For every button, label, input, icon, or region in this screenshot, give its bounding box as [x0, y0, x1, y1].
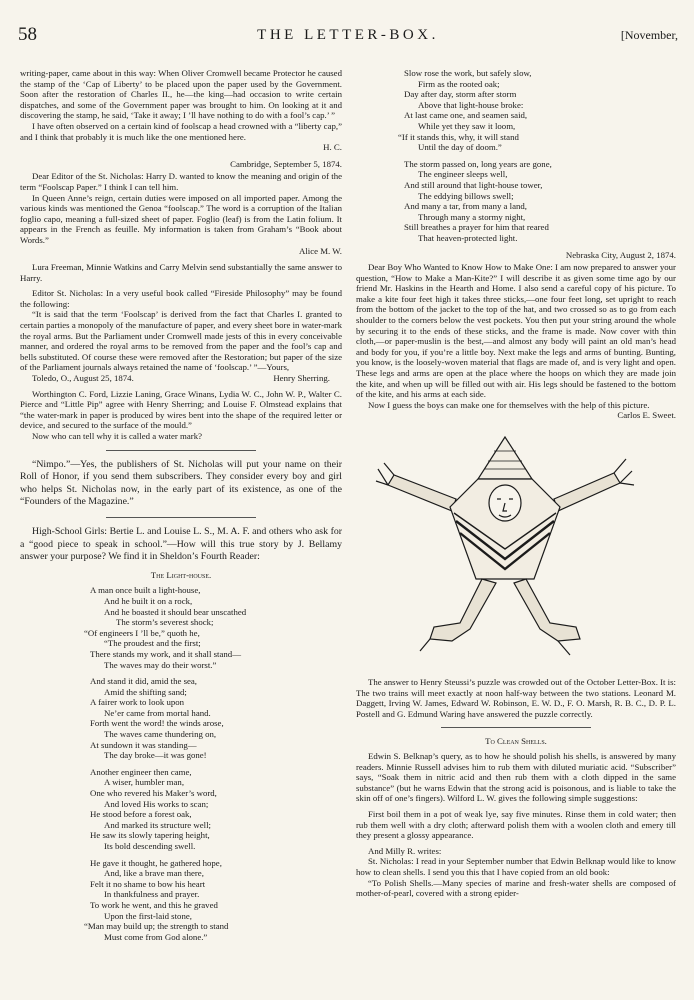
running-title: THE LETTER-BOX.	[257, 27, 439, 43]
paragraph: Dear Editor of the St. Nicholas: Harry D. wanted to know the meaning and origin of the term “Foolscap Paper.” I think I can tell him.	[20, 171, 342, 192]
poem-line: Slow rose the work, but safely slow,	[404, 68, 532, 78]
signature: Henry Sherring.	[273, 373, 330, 384]
poem-line: Through many a stormy night,	[418, 211, 526, 222]
paragraph: “To Polish Shells.—Many species of marine and fresh-water shells are composed of mother-of-pearl, covered with a strong epider-	[356, 877, 676, 899]
paragraph: First boil them in a pot of weak lye, say five minutes. Rinse them in cold water; then rub them well with a dry cloth; afterward polish them with a woolen cloth and emery till they present a glossy appearance.	[356, 808, 676, 841]
signature: Alice M. W.	[298, 245, 342, 256]
dateline: Toledo, O., August 25, 1874.	[32, 373, 134, 384]
dateline: Nebraska City, August 2, 1874.	[565, 249, 676, 260]
paragraph: “Nimpo.”—Yes, the publishers of St. Nicholas will put your name on their Roll of Honor, if you send them subscribers. They consider every boy and girl who helps St. Nicholas now, in the early part of its existence, as one of the “Founders of the Magazine.”	[20, 458, 342, 508]
poem-line: He saw its slowly tapering height,	[90, 830, 210, 841]
poem-line: Amid the shifting sand;	[104, 686, 187, 697]
poem-line: Ne’er came from mortal hand.	[104, 707, 211, 718]
poem-line: The engineer sleeps well,	[418, 169, 508, 180]
poem-line: And loved His works to scan;	[104, 798, 209, 809]
poem-line: He gave it thought, he gathered hope,	[90, 857, 222, 868]
poem-line: Day after day, storm after storm	[404, 89, 517, 100]
divider	[106, 450, 256, 451]
section-heading: To Clean Shells.	[485, 736, 547, 747]
divider	[441, 727, 591, 728]
poem-title: The Light-house.	[150, 569, 212, 580]
poem-line: He stood before a forest oak,	[90, 809, 192, 820]
paragraph: writing-paper, came about in this way: When Oliver Cromwell became Protector he caused the stamp of the ‘Cap of Liberty’ to be placed upon the paper used by the Government. Soon after the restoration of Charles II., he—the king—had occasion to write certain dispatches, and some of the Government paper was brought to him. On looking at it and discovering the stamp, he said, ‘Take it away; I ’ll have nothing to do with a fool’s cap.’ ”	[20, 68, 342, 121]
divider	[106, 517, 256, 518]
poem-line: Forth went the word! the winds arose,	[90, 718, 224, 729]
poem-line: Must come from God alone.”	[104, 931, 208, 942]
poem-line: There stands my work, and it shall stand—	[90, 648, 241, 659]
paragraph: Lura Freeman, Minnie Watkins and Carry Melvin send substantially the same answer to Harry.	[20, 262, 342, 283]
signature-row	[20, 373, 342, 384]
paragraph: Edwin S. Belknap’s query, as to how he should polish his shells, is answered by many readers. Minnie Russell advises him to rub them with diluted muriatic acid. “Subscriber” says, “Soak them in nitric acid and then rub them with a cloth dipped in the same substance” (but he warns Edwin that the strong acid is poisonous, and is liable to take the skin off of one’s fingers). Wilford L. W. gives the following simple suggestions:	[356, 750, 676, 804]
poem-line: And many a tar, from many a land,	[404, 201, 528, 212]
poem	[20, 585, 342, 942]
poem-line: While yet they saw it loom,	[418, 120, 516, 131]
paragraph: Now I guess the boys can make one for themselves with the help of this picture.	[368, 399, 650, 410]
paragraph: The answer to Henry Steussi’s puzzle was crowded out of the October Letter-Box. It is: The two trains will meet exactly at noon half-way between the two stations. Leonard M. Daggett, Irving W. James, Edward W. Robinson, E. W. D., F. O. Marsh, R. B. C., D. P. L. Postell and G. Edmund Waring have answered the puzzle correctly.	[356, 677, 676, 719]
poem-line: To work he went, and this he graved	[90, 899, 218, 910]
paragraph: I have often observed on a certain kind of foolscap a head crowned with a “liberty cap,” and I think that probably it is much like the one mentioned here.	[20, 120, 342, 142]
paragraph: High-School Girls: Bertie L. and Louise L. S., M. A. F. and others who ask for a “good piece to speak in school.”—How will this true story by J. Bellamy answer your purpose? We find it in Sheldon’s Fourth Reader:	[20, 525, 342, 563]
dateline: Cambridge, September 5, 1874.	[230, 158, 342, 169]
left-column	[20, 68, 342, 942]
poem-line: “The proudest and the first;	[104, 638, 201, 649]
signature: Carlos E. Sweet.	[617, 410, 676, 421]
poem-line: And still around that light-house tower,	[404, 179, 543, 190]
poem-line: Another engineer then came,	[90, 766, 192, 777]
poem-line: At last came one, and seamen said,	[404, 110, 528, 121]
poem-line: “If it stands this, why, it will stand	[398, 131, 519, 142]
poem-line: The eddying billows swell;	[418, 190, 514, 201]
poem-line: And he boasted it should bear unscathed	[104, 606, 247, 617]
poem-line: One who revered his Maker’s word,	[90, 788, 217, 799]
poem-line: “Man may build up; the strength to stand	[84, 921, 229, 932]
poem-line: A wiser, humbler man,	[104, 777, 185, 788]
poem-line: Felt it no shame to bow his heart	[90, 878, 206, 889]
running-month: [November,	[620, 28, 678, 42]
paragraph: Worthington C. Ford, Lizzie Laning, Grace Winans, Lydia W. C., John W. P., Walter C. Pierce and “Little Pip” agree with Henry Sherring; and Louise F. Olmstead explains that “the water-mark in paper is produced by wires bent into the shape of the required letter or device, and secured to the surface of the mould.”	[20, 388, 342, 431]
poem-line: In thankfulness and prayer.	[104, 889, 200, 900]
poem-line: The day broke—it was gone!	[104, 750, 207, 761]
poem-line: And stand it did, amid the sea,	[90, 676, 198, 687]
right-column	[356, 68, 676, 899]
man-kite-illustration	[374, 429, 636, 667]
poem-line: That heaven-protected light.	[418, 232, 518, 243]
poem-continued	[356, 68, 676, 244]
poem-line: Still breathes a prayer for him that reared	[404, 222, 549, 233]
poem-line: At sundown it was standing—	[90, 739, 197, 750]
paragraph: And Milly R. writes:	[368, 845, 442, 856]
poem-line: A man once built a light-house,	[90, 585, 201, 596]
quotation: “It is said that the term ‘Foolscap’ is derived from the fact that Charles I. granted to certain parties a monopoly of the manufacture of paper, and every sheet bore in water-mark the royal arms. But the Parliament under Cromwell made jests of this in every conceivable manner, and ordered the royal arms to be removed from the paper and the fool’s cap and bells substituted. Of course these were removed after the Restoration; but paper of the size of the Parliament journals always retained the name of ‘foolscap.’ ”—Yours,	[20, 309, 342, 373]
paragraph: In Queen Anne’s reign, certain duties were imposed on all imported paper. Among the various kinds was mentioned the Genoa “foolscap.” The word is a corruption of the Italian foglio capo, meaning a full-sized sheet of paper. Foglio (leaf) is from the Latin folium. It appears in the French as feuille. My information is taken from Graham’s “Book about Words.”	[20, 192, 342, 245]
poem-line: And, like a brave man there,	[104, 868, 204, 879]
poem-line: And he built it on a rock,	[104, 595, 193, 606]
signature-row	[356, 400, 676, 411]
poem-line: And marked its structure well;	[104, 819, 212, 830]
poem-line: The waves came thundering on,	[104, 729, 217, 740]
page-number: 58	[18, 24, 37, 45]
poem-line: Until the day of doom.”	[418, 142, 502, 153]
poem-line: “Of engineers I ’ll be,” quoth he,	[84, 627, 200, 638]
paragraph: Editor St. Nicholas: In a very useful book called “Fireside Philosophy” may be found the following:	[20, 288, 342, 309]
poem-line: Upon the first-laid stone,	[104, 910, 192, 921]
poem-line: Its bold descending swell.	[104, 841, 196, 851]
poem-line: Above that light-house broke:	[418, 99, 524, 110]
poem-line: A fairer work to look upon	[90, 697, 185, 708]
signature: H. C.	[323, 142, 342, 153]
running-header	[18, 24, 678, 48]
poem-line: The waves may do their worst.”	[104, 659, 217, 670]
paragraph: Dear Boy Who Wanted to Know How to Make One: I am now prepared to answer your question, “How to Make a Man-Kite?” I will describe it as given some time ago by our friend Mr. Haskins in the Hearth and Home. I also send a careful copy of his picture. To make a kite four feet high it takes three sticks,—one four feet long, set upright to reach from the bottom of the jacket to the top of the hat, and two crossed so as to go from each shoulder to the corners below the vest pockets. You then put your string around the whole by securing it to the ends of these sticks, and the frame is made. Now cover with thin cloth,—or paper-muslin is the best,—and almost any body will paint an old man’s head and body for you, if you’re a little boy. Next make the legs and arms of bunting. Bunting, you know, is the loosely-woven material that flags are made of, and is very light and open. These legs and arms are open at the place where the hoops on which they are made join the kite, and when up will be filled out with air. His legs should be fastened to the bottom of the kite, and his arms at each side.	[356, 262, 676, 400]
poem-line: The storm’s severest shock;	[116, 617, 214, 628]
poem-line: Firm as the rooted oak;	[418, 78, 500, 89]
poem-line: The storm passed on, long years are gone,	[404, 158, 552, 169]
paragraph: St. Nicholas: I read in your September number that Edwin Belknap would like to know how to clean shells. I send you this that I have copied from an old book:	[356, 856, 676, 877]
paragraph: Now who can tell why it is called a water mark?	[32, 431, 203, 441]
